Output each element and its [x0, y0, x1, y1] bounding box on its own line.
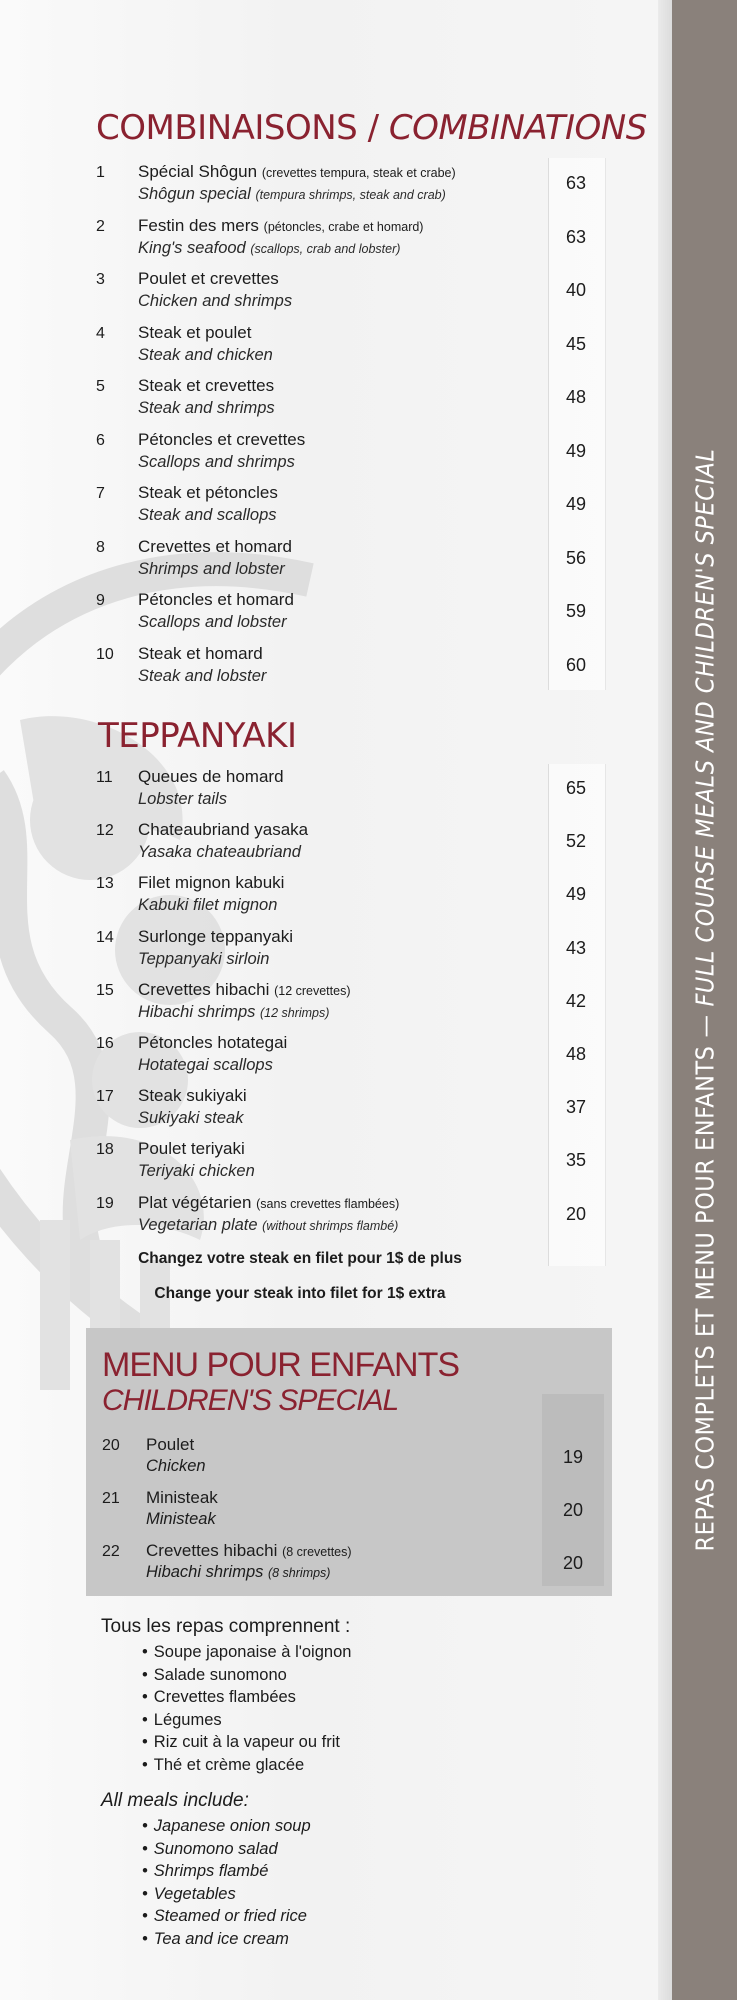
item-name-fr-text: Steak et crevettes: [138, 376, 275, 395]
item-note-en: (12 shrimps): [259, 1005, 330, 1020]
children-title-fr: MENU POUR ENFANTS: [102, 1346, 460, 1384]
item-name-en-text: Steak and chicken: [138, 345, 273, 364]
include-item: • Riz cuit à la vapeur ou frit: [142, 1731, 351, 1754]
item-number: 6: [96, 431, 105, 449]
includes-list-en: [142, 1815, 311, 1950]
menu-item: [0, 589, 737, 639]
item-price: 42: [565, 990, 587, 1011]
menu-item: [0, 926, 737, 976]
item-name-fr-text: Poulet: [146, 1435, 195, 1454]
item-name-en: [138, 506, 277, 525]
menu-item: [0, 979, 737, 1029]
item-number: 8: [96, 538, 105, 556]
item-name-fr-text: Crevettes hibachi: [138, 979, 270, 999]
item-name-en-text: Yasaka chateaubriand: [138, 843, 301, 862]
item-price: 20: [565, 1203, 587, 1224]
item-price: 49: [565, 884, 587, 905]
item-name-fr: [138, 1139, 245, 1159]
item-number: 4: [96, 324, 105, 342]
item-number: 21: [102, 1490, 120, 1507]
item-note-fr: (12 crevettes): [274, 983, 351, 998]
item-name-en-text: Hibachi shrimps: [138, 1002, 256, 1021]
teppanyaki-title: TEPPANYAKI: [98, 716, 297, 756]
item-name-en-text: Hibachi shrimps: [146, 1563, 264, 1581]
includes-heading-fr: Tous les repas comprennent :: [101, 1616, 351, 1637]
item-name-en-text: Shrimps and lobster: [138, 559, 285, 578]
filet-upgrade-note-fr: Changez votre steak en filet pour 1$ de plus: [138, 1250, 462, 1267]
item-name-fr: [138, 1193, 399, 1213]
item-price: 60: [565, 654, 587, 675]
item-name-en-text: Steak and scallops: [138, 506, 277, 524]
item-note-en: (scallops, crab and lobster): [250, 241, 401, 256]
menu-item: [0, 872, 737, 922]
item-price: 59: [565, 601, 587, 621]
menu-item: [0, 1085, 737, 1135]
menu-item: [0, 322, 737, 372]
menu-item: [0, 268, 737, 318]
item-name-en: [138, 1056, 273, 1075]
item-name-en: [138, 185, 446, 204]
item-price: 40: [565, 280, 587, 300]
item-price: 20: [562, 1553, 584, 1573]
item-name-fr: [138, 1086, 247, 1106]
item-number: 10: [96, 645, 114, 663]
menu-item: [0, 766, 737, 816]
item-name-en: [138, 1109, 243, 1128]
item-name-en-text: Steak and lobster: [138, 666, 267, 685]
include-item: • Thé et crème glacée: [142, 1754, 351, 1777]
item-name-en: [138, 1003, 329, 1022]
include-item: • Steamed or fried rice: [142, 1905, 311, 1928]
item-price: 63: [565, 226, 587, 247]
item-price: 19: [562, 1447, 584, 1467]
item-price: 49: [565, 494, 587, 514]
item-name-en-text: Teppanyaki sirloin: [138, 949, 270, 968]
item-name-en-text: Scallops and shrimps: [138, 452, 295, 471]
item-price: 45: [565, 333, 587, 354]
item-price: 35: [565, 1150, 587, 1171]
item-name-en: [138, 950, 269, 969]
item-number: 3: [96, 271, 105, 288]
menu-item: [0, 819, 737, 869]
item-name-fr-text: Poulet et crevettes: [138, 269, 279, 288]
item-note-fr: (sans crevettes flambées): [256, 1196, 400, 1211]
item-name-en: [138, 843, 301, 862]
item-price: 48: [565, 387, 587, 407]
item-number: 7: [96, 485, 105, 502]
combinations-title-en: COMBINATIONS: [388, 108, 647, 148]
include-item: • Crevettes flambées: [142, 1686, 351, 1709]
item-name-en-text: Kabuki filet mignon: [138, 896, 278, 915]
side-banner-fr: REPAS COMPLETS ET MENU POUR ENFANTS: [690, 1045, 719, 1552]
item-name-fr: [138, 1033, 287, 1053]
item-number: 12: [96, 822, 114, 840]
item-name-fr-text: Poulet teriyaki: [138, 1139, 245, 1159]
item-name-fr: [138, 927, 293, 947]
item-name-en: [146, 1457, 206, 1476]
item-name-fr-text: Pétoncles hotategai: [138, 1033, 288, 1052]
item-name-fr-text: Chateaubriand yasaka: [138, 820, 309, 840]
include-item: • Légumes: [142, 1709, 351, 1732]
include-item: • Shrimps flambé: [142, 1860, 311, 1883]
item-name-en-text: Teriyaki chicken: [138, 1162, 255, 1181]
filet-upgrade-note-en: Change your steak into filet for 1$ extra: [154, 1285, 446, 1302]
item-name-en-text: Vegetarian plate: [138, 1215, 258, 1234]
menu-item: [86, 1488, 612, 1536]
item-name-en: [138, 399, 275, 418]
item-note-en: (8 shrimps): [267, 1566, 331, 1580]
item-name-en: [138, 453, 295, 472]
item-name-en: [138, 239, 400, 258]
menu-item: [0, 1192, 737, 1242]
menu-item: [0, 482, 737, 532]
menu-item: [0, 375, 737, 425]
item-name-fr: [146, 1435, 194, 1455]
item-name-en: [138, 560, 285, 579]
item-price: 37: [565, 1097, 587, 1118]
item-name-fr: [146, 1541, 352, 1561]
item-number: 2: [96, 217, 105, 235]
item-name-fr-text: Filet mignon kabuki: [138, 873, 285, 893]
include-item: • Tea and ice cream: [142, 1928, 311, 1951]
item-name-en-text: Lobster tails: [138, 790, 227, 808]
item-name-fr: [138, 162, 456, 182]
item-name-fr: [138, 323, 251, 343]
item-name-en-text: Scallops and lobster: [138, 613, 287, 631]
item-name-fr: [146, 1488, 218, 1508]
item-name-en: [138, 346, 273, 365]
item-name-en: [138, 613, 287, 632]
item-note-fr: (pétoncles, crabe et homard): [263, 219, 424, 234]
item-name-fr: [138, 430, 305, 450]
menu-item: [0, 161, 737, 211]
item-number: 15: [96, 981, 114, 999]
menu-item: [0, 429, 737, 479]
item-name-en: [138, 1216, 398, 1235]
item-name-fr: [138, 820, 308, 840]
includes-list-fr: [142, 1641, 351, 1776]
item-number: 19: [96, 1194, 114, 1212]
item-name-fr: [138, 767, 284, 787]
item-name-en: [138, 667, 266, 686]
item-name-fr-text: Crevettes hibachi: [146, 1541, 278, 1560]
menu-item: [0, 215, 737, 265]
item-number: 5: [96, 378, 105, 395]
item-note-fr: (crevettes tempura, steak et crabe): [261, 166, 456, 180]
item-note-en: (without shrimps flambé): [262, 1218, 399, 1233]
item-name-fr: [138, 873, 284, 893]
item-name-en: [138, 292, 292, 311]
item-name-fr: [138, 483, 278, 503]
item-price: 63: [565, 173, 587, 193]
item-name-en: [138, 1162, 255, 1181]
item-number: 20: [102, 1437, 120, 1454]
item-price: 43: [565, 937, 587, 958]
item-name-fr-text: Ministeak: [146, 1488, 218, 1507]
item-number: 14: [96, 928, 114, 946]
item-name-fr: [138, 590, 294, 610]
item-name-en-text: Steak and shrimps: [138, 399, 275, 417]
item-number: 11: [96, 769, 113, 786]
item-price: 49: [565, 440, 587, 461]
item-name-fr: [138, 216, 423, 236]
menu-item: [86, 1541, 612, 1589]
side-banner-en: FULL COURSE MEALS AND CHILDREN'S SPECIAL: [690, 448, 719, 1007]
item-name-fr: [138, 980, 351, 1000]
item-name-fr: [138, 376, 274, 396]
menu-item: [0, 536, 737, 586]
item-price: 56: [565, 547, 587, 568]
item-name-fr: [138, 269, 279, 289]
item-name-en-text: Chicken: [146, 1457, 206, 1475]
item-name-en: [138, 896, 277, 915]
item-name-fr-text: Pétoncles et homard: [138, 590, 294, 609]
item-name-en-text: King's seafood: [138, 238, 246, 257]
item-name-fr-text: Surlonge teppanyaki: [138, 926, 294, 946]
menu-item: [0, 1138, 737, 1188]
item-name-en-text: Chicken and shrimps: [138, 292, 293, 310]
item-name-en-text: Ministeak: [146, 1510, 216, 1528]
item-name-fr-text: Crevettes et homard: [138, 536, 293, 556]
item-name-en: [146, 1510, 216, 1529]
menu-item: [0, 643, 737, 693]
item-number: 1: [96, 164, 105, 181]
item-name-fr: [138, 644, 263, 664]
include-item: • Sunomono salad: [142, 1838, 311, 1861]
item-number: 22: [102, 1543, 120, 1560]
item-name-fr-text: Steak et homard: [138, 643, 263, 663]
menu-item: [0, 1032, 737, 1082]
item-name-en: [146, 1563, 330, 1582]
side-banner-dash: —: [690, 1014, 719, 1038]
children-title-en: CHILDREN'S SPECIAL: [102, 1384, 399, 1417]
item-name-en: [138, 790, 227, 809]
combinations-title: [96, 108, 647, 148]
item-name-en-text: Sukiyaki steak: [138, 1109, 244, 1128]
item-price: 48: [565, 1044, 587, 1064]
item-name-fr: [138, 537, 292, 557]
item-name-fr-text: Spécial Shôgun: [138, 162, 258, 181]
item-number: 13: [96, 875, 114, 893]
combinations-title-fr: COMBINAISONS /: [96, 108, 379, 148]
menu-item: [86, 1435, 612, 1483]
item-name-fr-text: Queues de homard: [138, 767, 284, 786]
item-number: 17: [96, 1088, 114, 1106]
children-menu-box: [86, 1328, 612, 1596]
item-name-fr-text: Steak et poulet: [138, 322, 252, 342]
item-note-fr: (8 crevettes): [282, 1545, 352, 1559]
item-name-fr-text: Pétoncles et crevettes: [138, 429, 306, 449]
include-item: • Japanese onion soup: [142, 1815, 311, 1838]
item-name-en-text: Shôgun special: [138, 185, 251, 203]
item-price: 20: [562, 1500, 584, 1520]
include-item: • Vegetables: [142, 1883, 311, 1906]
item-number: 18: [96, 1141, 114, 1159]
item-price: 65: [565, 778, 587, 798]
item-price: 52: [565, 831, 587, 852]
item-name-en-text: Hotategai scallops: [138, 1056, 273, 1074]
include-item: • Soupe japonaise à l'oignon: [142, 1641, 351, 1664]
item-name-fr-text: Festin des mers: [138, 215, 259, 235]
item-name-fr-text: Steak sukiyaki: [138, 1086, 247, 1106]
item-name-fr-text: Steak et pétoncles: [138, 483, 278, 502]
item-number: 16: [96, 1035, 114, 1052]
includes-heading-en: All meals include:: [101, 1790, 249, 1811]
item-number: 9: [96, 592, 105, 609]
item-note-en: (tempura shrimps, steak and crab): [255, 188, 446, 202]
item-name-fr-text: Plat végétarien: [138, 1192, 252, 1212]
include-item: • Salade sunomono: [142, 1664, 351, 1687]
